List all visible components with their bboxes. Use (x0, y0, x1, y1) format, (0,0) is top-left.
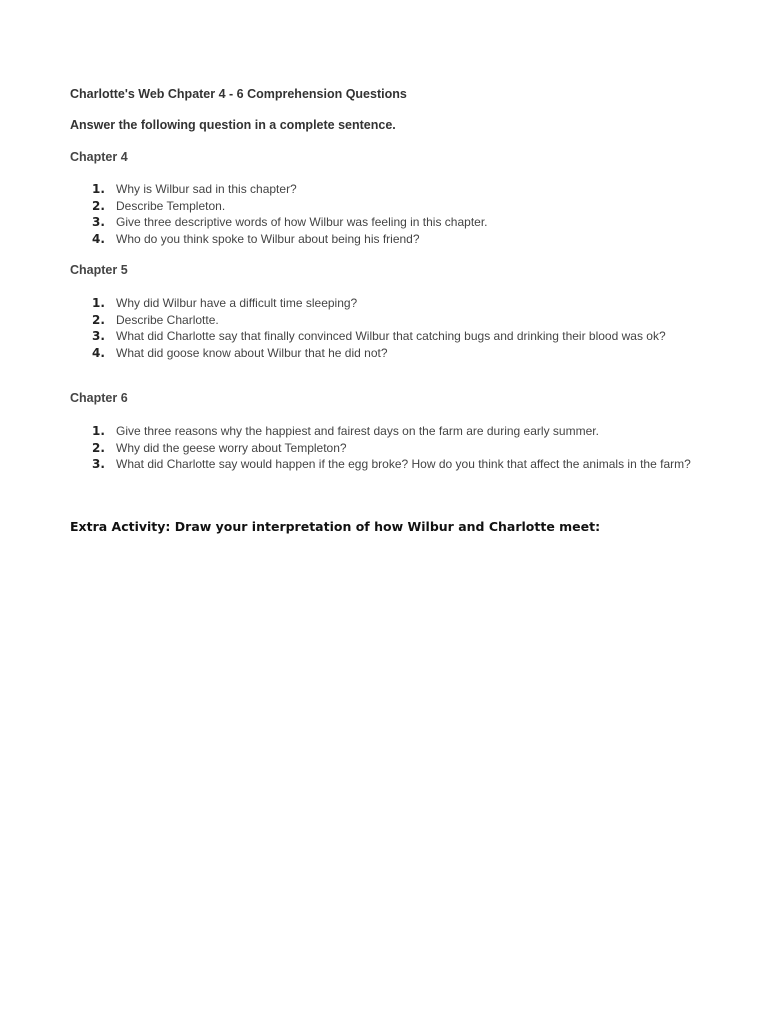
question-text: Why is Wilbur sad in this chapter? (116, 182, 297, 196)
list-item (70, 314, 710, 328)
question-number: 1. (92, 296, 105, 310)
question-number: 4. (92, 231, 105, 246)
extra-activity-prompt: Extra Activity: Draw your interpretation of how Wilbur and Charlotte meet: (70, 519, 601, 534)
question-text: Why did Wilbur have a difficult time sleeping? (116, 296, 358, 310)
question-text: What did Charlotte say would happen if the egg broke? How do you think that affect the animals in the farm? (116, 457, 691, 471)
question-text: Why did the geese worry about Templeton? (116, 440, 347, 455)
question-number: 4. (92, 345, 105, 360)
question-number: 1. (92, 182, 105, 196)
question-text: What did Charlotte say that finally convinced Wilbur that catching bugs and drinking their blood was ok? (116, 329, 666, 343)
chapter-6-heading: Chapter 6 (70, 391, 128, 405)
question-number: 3. (92, 215, 105, 229)
question-text: What did goose know about Wilbur that he did not? (116, 345, 388, 360)
chapter-4-question-list (70, 183, 710, 249)
list-item (70, 330, 710, 344)
question-number: 3. (92, 329, 105, 343)
list-item (70, 233, 710, 247)
question-number: 2. (92, 198, 105, 213)
question-number: 2. (92, 440, 105, 455)
question-text: Describe Templeton. (116, 198, 226, 213)
list-item (70, 216, 710, 230)
list-item (70, 183, 710, 197)
chapter-5-heading: Chapter 5 (70, 263, 128, 277)
instructions: Answer the following question in a complete sentence. (70, 118, 396, 132)
question-text: Give three reasons why the happiest and fairest days on the farm are during early summer. (116, 424, 599, 438)
question-text: Describe Charlotte. (116, 312, 219, 327)
document-title: Charlotte's Web Chpater 4 - 6 Comprehension Questions (70, 87, 407, 101)
question-number: 3. (92, 457, 105, 471)
list-item (70, 425, 710, 439)
list-item (70, 458, 710, 472)
question-text: Who do you think spoke to Wilbur about being his friend? (116, 231, 420, 246)
question-number: 1. (92, 424, 105, 438)
chapter-5-question-list (70, 297, 710, 363)
chapter-6-question-list (70, 425, 710, 475)
question-text: Give three descriptive words of how Wilbur was feeling in this chapter. (116, 215, 488, 229)
list-item (70, 200, 710, 214)
question-number: 2. (92, 312, 105, 327)
chapter-4-heading: Chapter 4 (70, 150, 128, 164)
list-item (70, 442, 710, 456)
list-item (70, 297, 710, 311)
list-item (70, 347, 710, 361)
